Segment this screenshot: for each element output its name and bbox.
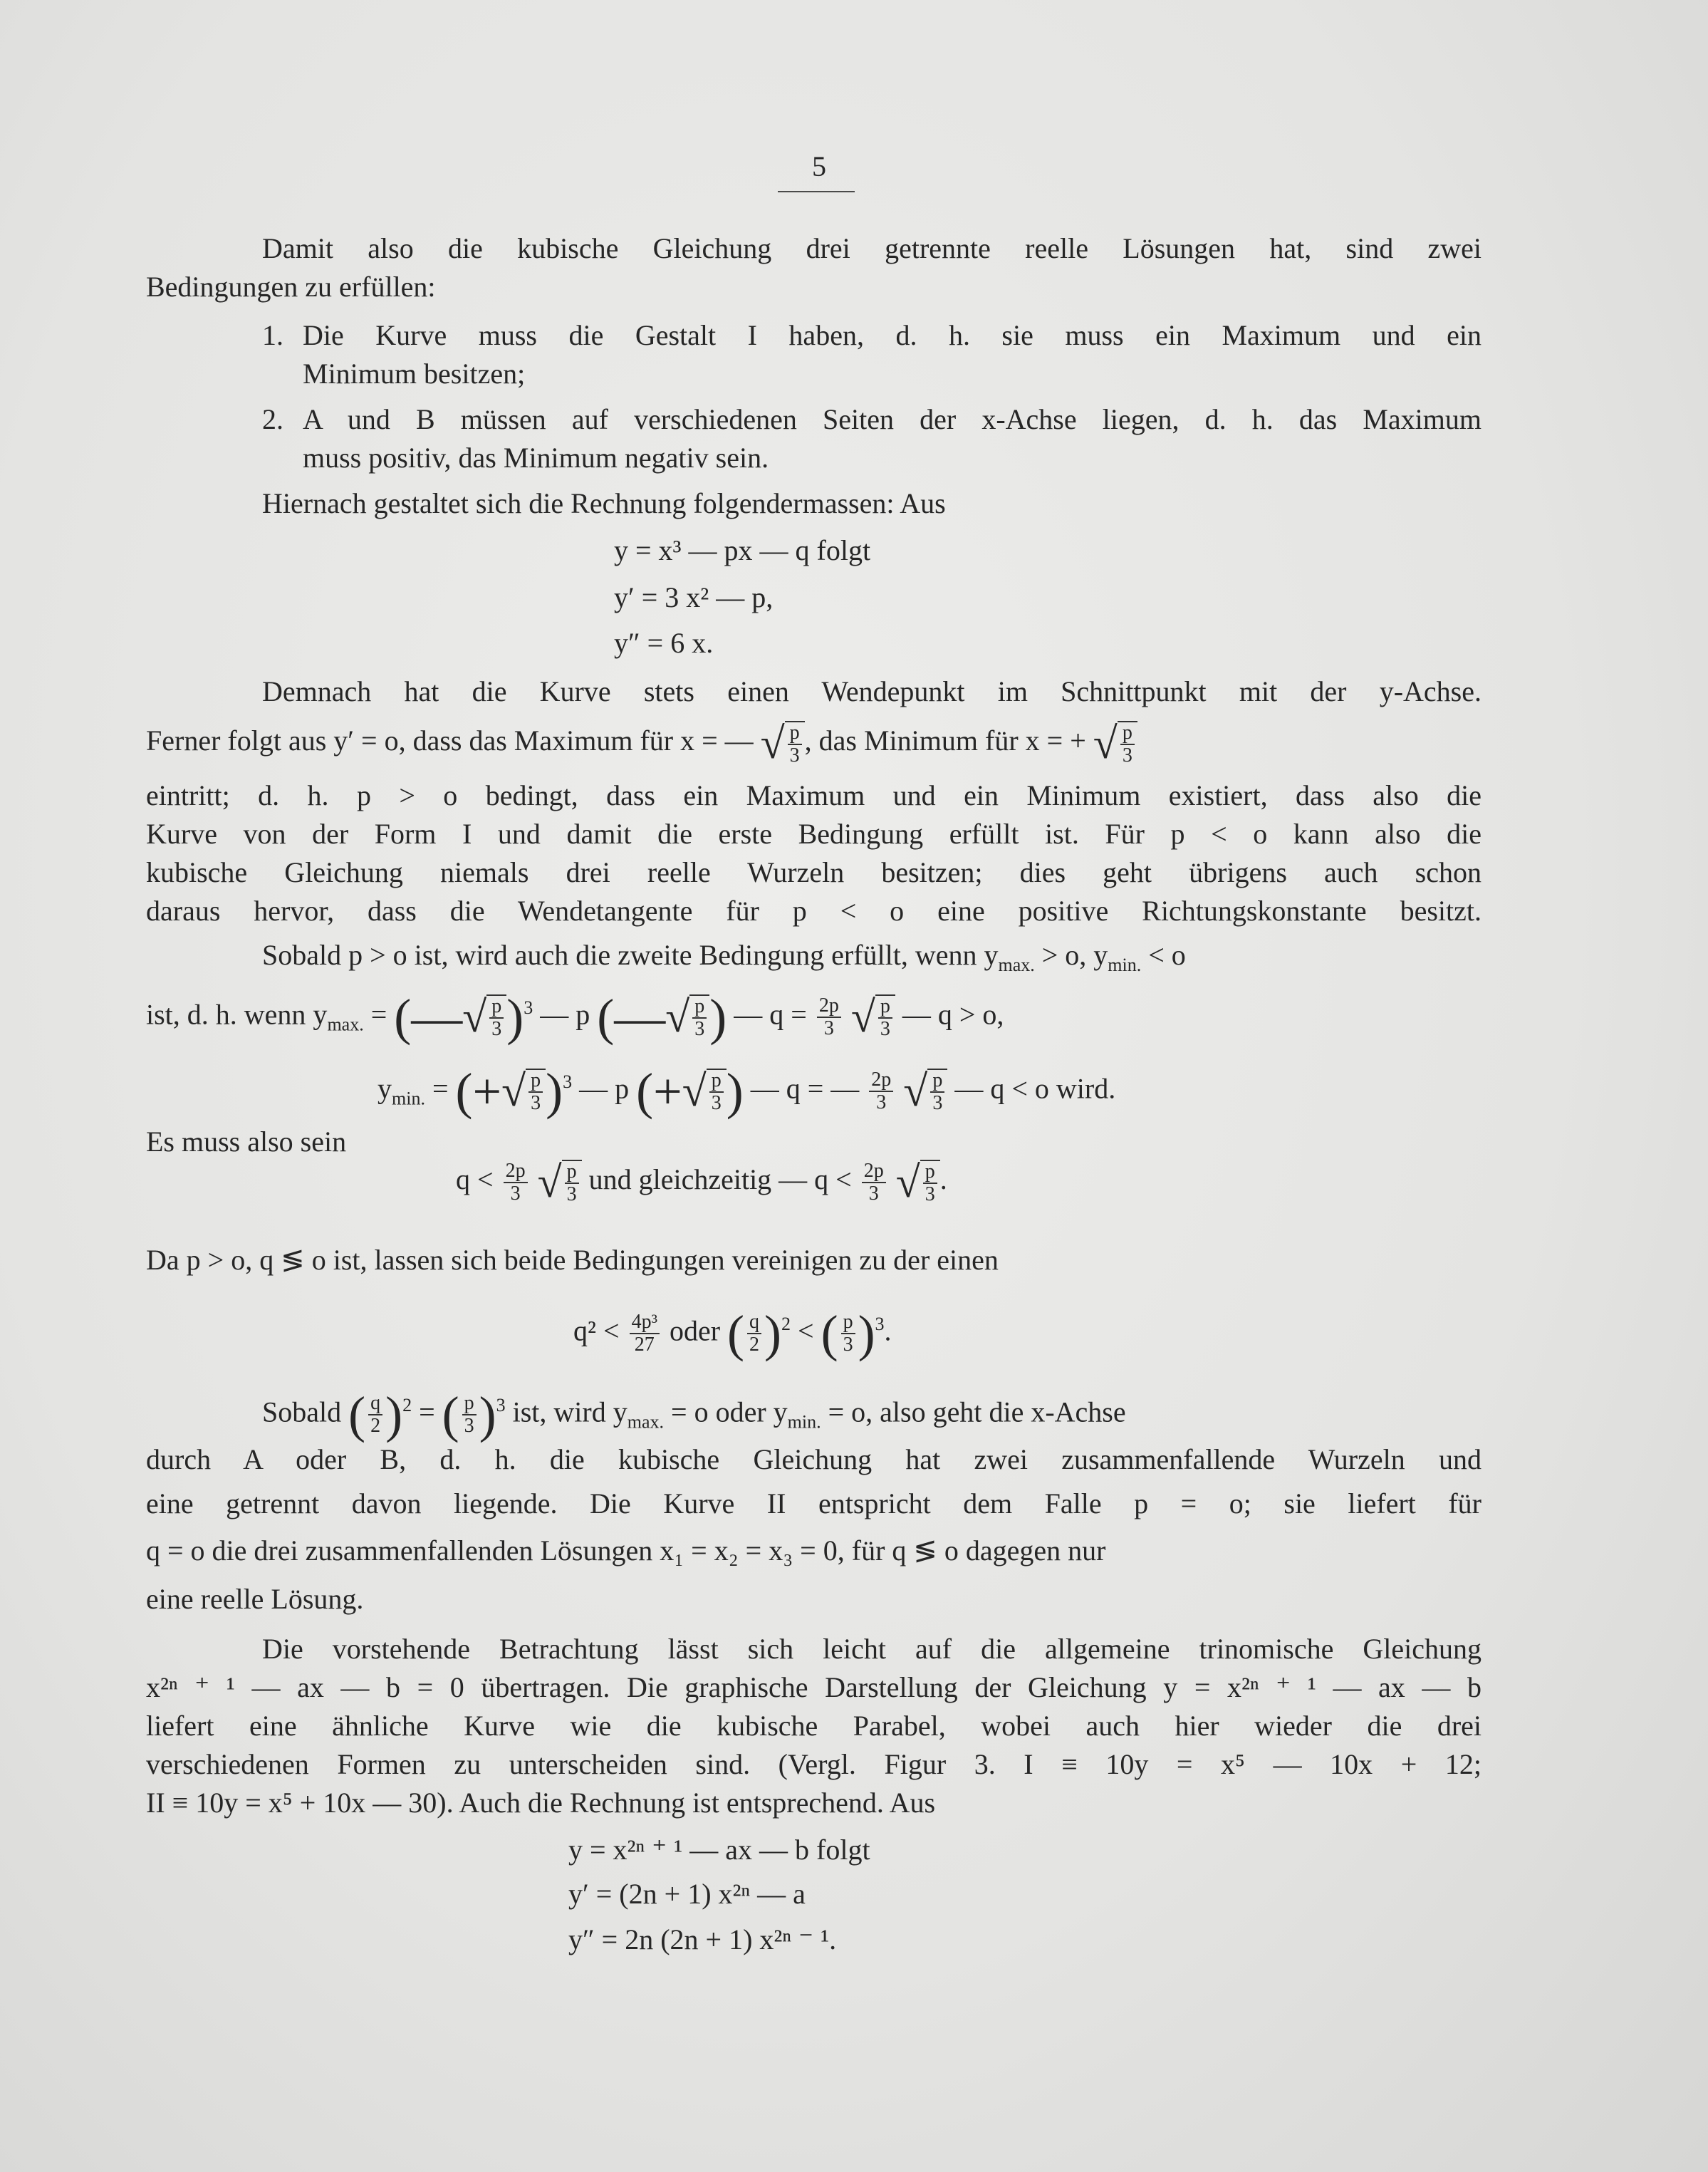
frac-num: p — [923, 1161, 937, 1184]
frac-num: p — [462, 1393, 477, 1415]
frac-2p-3 — [817, 995, 841, 1039]
frac-den: 3 — [880, 1018, 890, 1041]
sub-max: max. — [327, 1014, 364, 1035]
frac-den: 3 — [843, 1334, 853, 1356]
exp-2: 2 — [781, 1314, 791, 1334]
sub-min: min. — [1108, 955, 1142, 975]
sobald2-line-4 — [146, 1532, 1106, 1570]
frac-num: p — [489, 996, 504, 1019]
vorstehend-line-3: liefert eine ähnliche Kurve wie die kubische Parabel, wobei auch hier wieder die drei — [146, 1710, 1482, 1742]
equation2-y: y = x²ⁿ ⁺ ¹ — ax — b folgt — [568, 1834, 870, 1866]
frac-q-2 — [747, 1311, 761, 1356]
paren-open: (+ — [455, 1063, 502, 1121]
frac-den: 3 — [925, 1183, 935, 1205]
eq-end: — q = — [734, 998, 807, 1031]
sobald-text: Sobald p > o ist, wird auch die zweite Bedingung erfüllt, wenn — [262, 939, 977, 971]
condition-2-number: 2. — [262, 403, 283, 435]
sqrt-p-over-3: √ $\frac{p}{3}$ — [896, 1160, 940, 1205]
paren-open: (— — [597, 989, 666, 1046]
vorstehend-line-4: verschiedenen Formen zu unterscheiden sind. (Vergl. Figur 3. I ≡ 10y = x⁵ — 10x + 12; — [146, 1748, 1482, 1780]
paren-open: (— — [394, 989, 463, 1046]
ineq-q: q < — [456, 1163, 494, 1196]
frac-num: p — [709, 1070, 724, 1093]
frac-2p-3 — [869, 1069, 893, 1113]
frac-den: 3 — [789, 744, 800, 767]
frac-num: 2p — [817, 995, 841, 1018]
exp-3: 3 — [563, 1071, 573, 1092]
sobald2-text-6: o dagegen nur — [944, 1534, 1106, 1566]
eq-sign: = — [370, 998, 387, 1031]
q-squared: q² < — [573, 1314, 620, 1347]
intro-line-1: Damit also die kubische Gleichung drei getrennte reelle Lösungen hat, sind zwei — [262, 232, 1482, 264]
sub-max: max. — [627, 1411, 665, 1433]
da-p-text-1: Da p > o, q — [146, 1244, 274, 1276]
equation-y-prime: y′ = 3 x² — p, — [614, 581, 774, 613]
equation2-y-prime: y′ = (2n + 1) x²ⁿ — a — [568, 1878, 806, 1910]
paren-close: ) — [479, 1386, 496, 1444]
frac-den: 27 — [634, 1334, 655, 1356]
ferner-text: Ferner folgt aus y′ = o, dass das Maximum für x = — — [146, 724, 754, 757]
frac-num: q — [368, 1393, 382, 1415]
sqrt-p-over-3-a: √ $\frac{p}{3}$ — [761, 721, 805, 767]
frac-num: p — [841, 1311, 855, 1334]
frac-den: 3 — [464, 1415, 474, 1438]
combined-condition — [573, 1305, 892, 1363]
sqrt-p-over-3: √ $\frac{p}{3}$ — [501, 1069, 546, 1114]
frac-den: 3 — [1122, 744, 1132, 767]
ferner-text-2: , das Minimum für x = + — [804, 724, 1086, 757]
paren-open: (+ — [636, 1063, 682, 1121]
paren-close: ) — [546, 1063, 563, 1121]
paren-close: ) — [385, 1386, 403, 1444]
sqrt-p-over-3: √ $\frac{p}{3}$ — [682, 1069, 727, 1114]
sobald-line: Sobald p > o ist, wird auch die zweite Bedingung erfüllt, wenn $y_{max.} > o$, $y_{min.} < o$ — [262, 939, 1186, 975]
vorstehend-line-2: x²ⁿ ⁺ ¹ — ax — b = 0 übertragen. Die graphische Darstellung der Gleichung y = x²ⁿ ⁺ ¹ — ax — b — [146, 1671, 1482, 1703]
ymin-equation: $y_{min.}$ = (+√ $\frac{p}{3}$ )$^3$ — p (+√ $\frac{p}{3}$ ) — q = — $\frac{2p}{3}$ √ $\frac{p}{3}$ — q < o wird. — [377, 1063, 1116, 1121]
demnach-line-3: eintritt; d. h. p > o bedingt, dass ein Maximum und ein Minimum existiert, dass also die — [146, 779, 1482, 811]
frac-num: 2p — [869, 1069, 893, 1092]
page-number: 5 — [812, 150, 826, 182]
frac-p-3 — [462, 1393, 477, 1437]
oder: oder — [669, 1314, 721, 1347]
equation2-y-double-prime: y″ = 2n (2n + 1) x²ⁿ ⁻ ¹. — [568, 1923, 837, 1955]
paren-open: ( — [348, 1386, 366, 1444]
paren-open: ( — [727, 1305, 745, 1363]
sobald2-line — [262, 1386, 1126, 1444]
frac-num: 2p — [504, 1160, 528, 1183]
frac-den: 2 — [370, 1415, 381, 1438]
da-p-text-2: o ist, lassen sich beide Bedingungen vereinigen zu der einen — [311, 1244, 999, 1276]
sub-min: min. — [787, 1411, 821, 1433]
vorstehend-line-1: Die vorstehende Betrachtung lässt sich leicht auf die allgemeine trinomische Gleichung — [262, 1633, 1482, 1665]
frac-4p3-27 — [630, 1311, 660, 1356]
demnach-line-4: Kurve von der Form I und damit die erste Bedingung erfüllt ist. Für p < o kann also die — [146, 818, 1482, 850]
paren-open: ( — [821, 1305, 838, 1363]
demnach-line-5: kubische Gleichung niemals drei reelle Wurzeln besitzen; dies geht übrigens auch schon — [146, 856, 1482, 888]
frac-den: 3 — [491, 1018, 502, 1041]
exp-3: 3 — [496, 1395, 506, 1415]
intro-line-2: Bedingungen zu erfüllen: — [146, 271, 436, 303]
condition-2-line-2: muss positiv, das Minimum negativ sein. — [303, 442, 769, 474]
eq-mid: — p — [540, 998, 590, 1031]
sqrt-p-over-3: √ $\frac{p}{3}$ — [462, 994, 506, 1040]
sqrt-p-over-3: √ $\frac{p}{3}$ — [538, 1160, 582, 1205]
ineq-mid: und gleichzeitig — q < — [588, 1163, 852, 1196]
condition-2-line-1: A und B müssen auf verschiedenen Seiten der x-Achse liegen, d. h. das Maximum — [303, 403, 1482, 435]
exp-2: 2 — [402, 1395, 412, 1415]
ymax-cond: > o, y — [1041, 939, 1108, 971]
frac-den: 3 — [566, 1183, 577, 1205]
ymin-cond: < o — [1148, 939, 1186, 971]
frac-num: q — [747, 1311, 761, 1334]
sub-max: max. — [998, 955, 1035, 975]
paren-close: ) — [709, 989, 727, 1046]
eq-tail: — q > o, — [902, 998, 1004, 1031]
sub-min: min. — [392, 1088, 425, 1109]
eq-sign: = — [419, 1396, 435, 1428]
da-p-line — [146, 1241, 999, 1279]
frac-p-3 — [841, 1311, 855, 1356]
frac-num: p — [878, 996, 892, 1019]
sobald2-text-1: Sobald — [262, 1396, 342, 1428]
frac-num: p — [788, 722, 802, 745]
eq-tail: — q < o wird. — [954, 1072, 1116, 1105]
frac-den: 2 — [749, 1334, 760, 1356]
paren-open: ( — [442, 1386, 459, 1444]
sobald2-text-5: q = o die drei zusammenfallenden Lösungen x₁ = x₂ = x₃ = 0, für q — [146, 1534, 907, 1566]
sqrt-p-over-3: √ $\frac{p}{3}$ — [665, 994, 709, 1040]
paren-close: ) — [506, 989, 524, 1046]
frac-den: 3 — [932, 1092, 943, 1115]
sobald2-line-3: eine getrennt davon liegende. Die Kurve II entspricht dem Falle p = o; sie liefert für — [146, 1487, 1482, 1519]
exp-3: 3 — [875, 1314, 885, 1334]
sobald2-text-2: ist, wird y — [512, 1396, 628, 1428]
eq-mid: — p — [579, 1072, 630, 1105]
ferner-line — [146, 721, 1137, 767]
frac-den: 3 — [711, 1092, 722, 1115]
condition-1-line-2: Minimum besitzen; — [303, 358, 526, 390]
page-number-rule — [778, 191, 855, 192]
lt-gt-symbol: ≶ — [913, 1534, 937, 1566]
es-muss-line: Es muss also sein — [146, 1126, 347, 1158]
vorstehend-line-5: II ≡ 10y = x⁵ + 10x — 30). Auch die Rechnung ist entsprechend. Aus — [146, 1787, 936, 1819]
sobald2-line-5: eine reelle Lösung. — [146, 1583, 364, 1615]
ymax-equation — [146, 989, 1004, 1044]
paren-close: ) — [764, 1305, 782, 1363]
frac-2p-3 — [504, 1160, 528, 1205]
eq-end: — q = — — [750, 1072, 860, 1105]
frac-num: 2p — [862, 1160, 886, 1183]
hiernach-line: Hiernach gestaltet sich die Rechnung folgendermassen: Aus — [262, 487, 946, 519]
paren-close: ) — [726, 1063, 744, 1121]
condition-1-line-1: Die Kurve muss die Gestalt I haben, d. h. sie muss ein Maximum und ein — [303, 319, 1482, 351]
frac-num: 4p³ — [630, 1311, 660, 1334]
demnach-line-1: Demnach hat die Kurve stets einen Wendepunkt im Schnittpunkt mit der y-Achse. — [262, 675, 1482, 707]
inequality-line — [456, 1160, 947, 1205]
sqrt-p-over-3: √ $\frac{p}{3}$ — [851, 994, 895, 1040]
equation-y: y = x³ — px — q folgt — [614, 534, 871, 566]
sqrt-p-over-3: √ $\frac{p}{3}$ — [903, 1069, 947, 1114]
sobald2-text-4: = o, also geht die x-Achse — [828, 1396, 1126, 1428]
frac-den: 3 — [868, 1183, 879, 1205]
frac-num: p — [1120, 722, 1135, 745]
paren-close: ) — [858, 1305, 875, 1363]
equation-y-double-prime: y″ = 6 x. — [614, 627, 714, 659]
ineq-end: . — [939, 1163, 947, 1196]
frac-num: p — [930, 1070, 944, 1093]
frac-num: p — [692, 996, 707, 1019]
frac-num: p — [528, 1070, 543, 1093]
frac-den: 3 — [510, 1183, 521, 1205]
frac-den: 3 — [694, 1018, 705, 1041]
sobald2-line-2: durch A oder B, d. h. die kubische Gleichung hat zwei zusammenfallende Wurzeln und — [146, 1443, 1482, 1475]
demnach-line-6: daraus hervor, dass die Wendetangente für p < o eine positive Richtungskonstante besitzt. — [146, 895, 1482, 927]
frac-q-2 — [368, 1393, 382, 1437]
sobald2-text-3: = o oder y — [671, 1396, 788, 1428]
frac-den: 3 — [823, 1017, 834, 1040]
ist-dh-wenn: ist, d. h. wenn y — [146, 998, 328, 1031]
frac-den: 3 — [876, 1091, 887, 1114]
frac-den: 3 — [531, 1092, 541, 1115]
eq-sign: = — [432, 1072, 449, 1105]
frac-num: p — [565, 1161, 579, 1184]
condition-1-number: 1. — [262, 319, 283, 351]
dot: . — [884, 1314, 892, 1347]
frac-2p-3 — [862, 1160, 886, 1205]
lt-gt-symbol: ≶ — [281, 1244, 305, 1276]
exp-3: 3 — [524, 997, 533, 1018]
lt: < — [798, 1314, 814, 1347]
sqrt-p-over-3-b: √ $\frac{p}{3}$ — [1093, 721, 1137, 767]
